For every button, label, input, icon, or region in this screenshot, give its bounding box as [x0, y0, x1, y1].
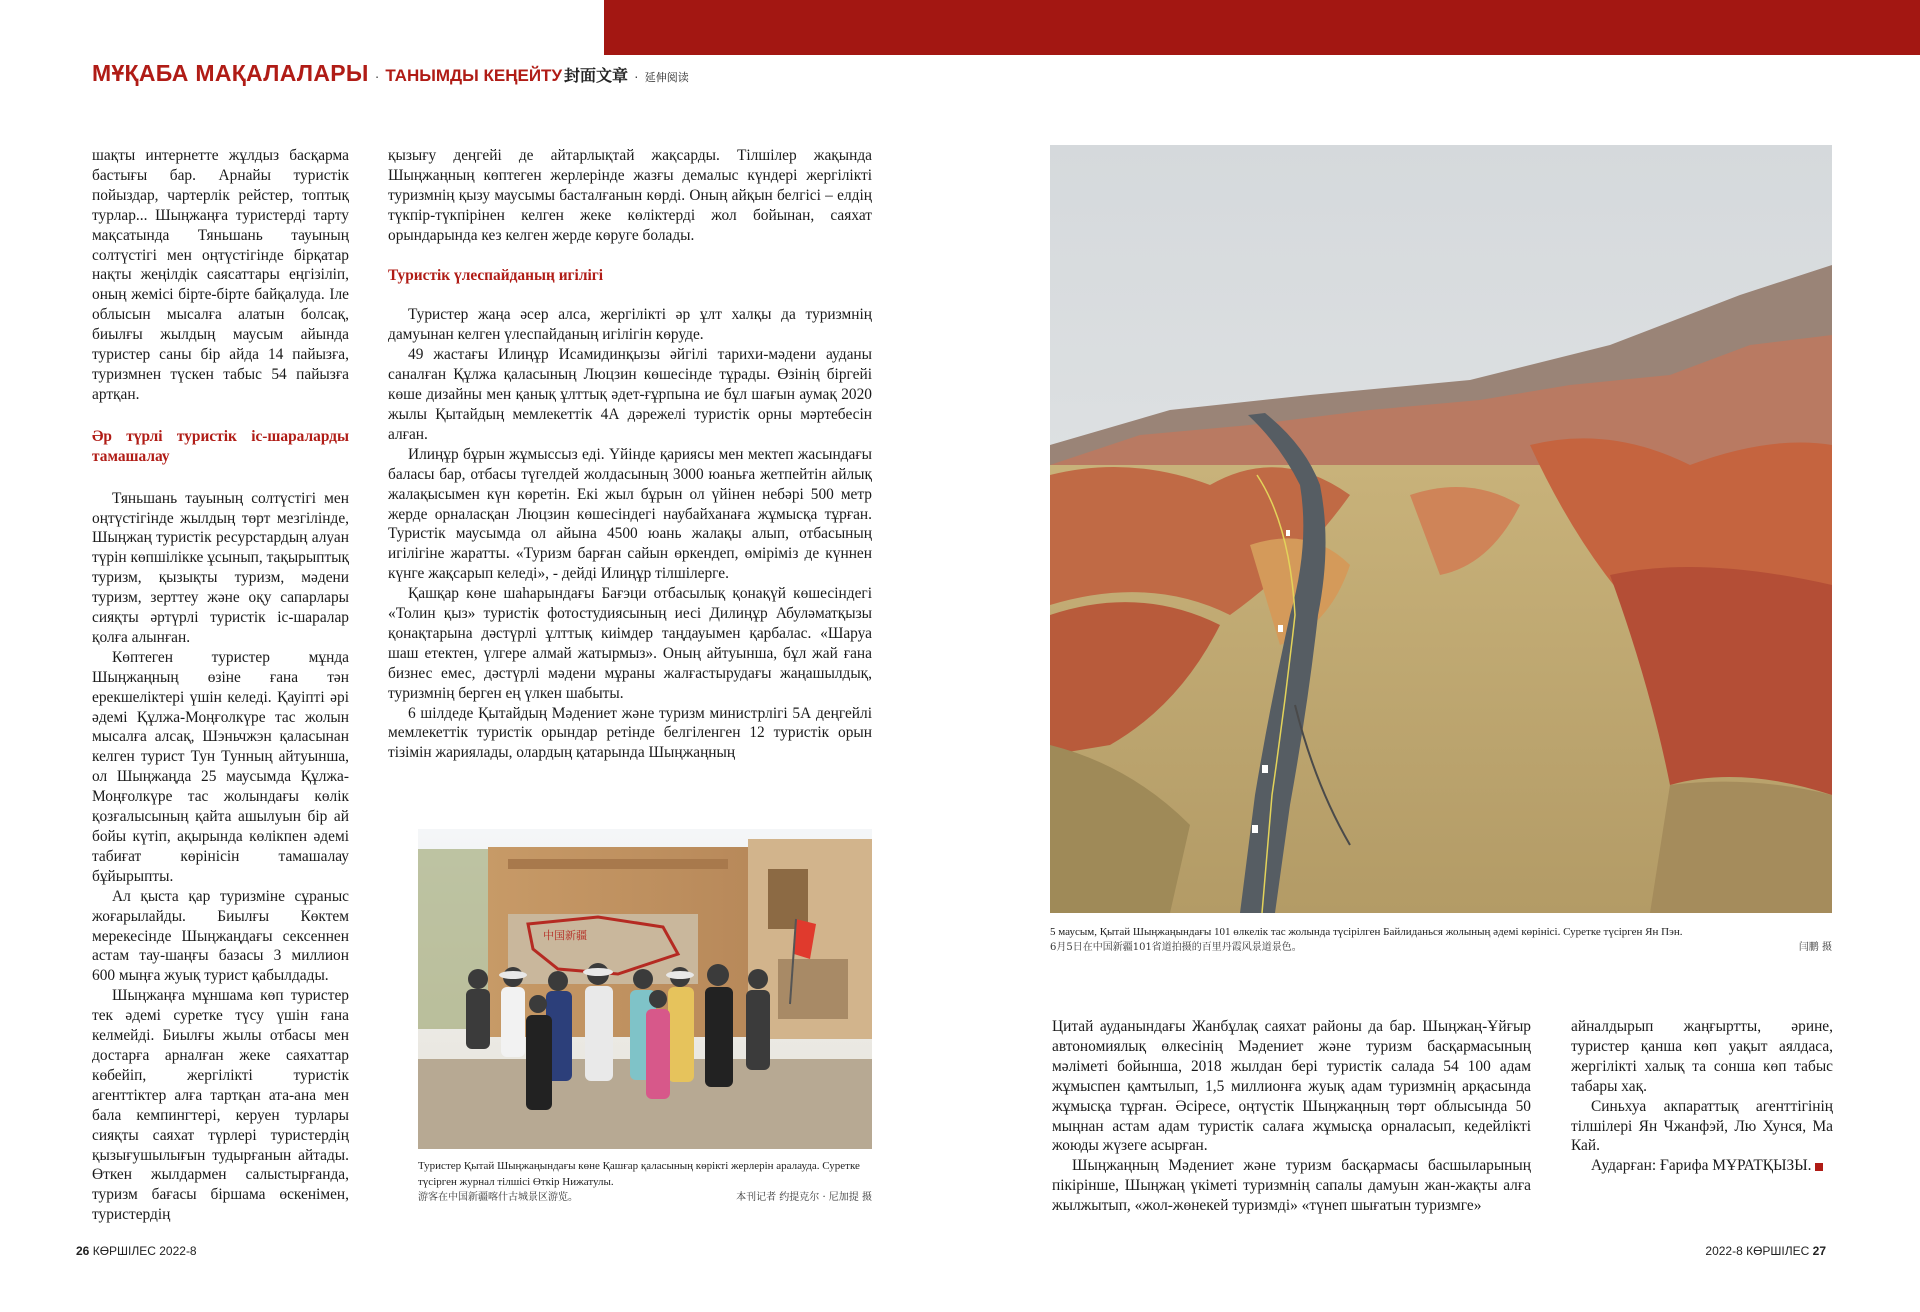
footer-left [76, 1244, 197, 1258]
photo-credit-cn: 本刊记者 约提克尔 · 尼加提 摄 [736, 1192, 872, 1203]
photo-credit-cn: 闫鹏 摄 [1798, 942, 1832, 953]
translator-text: Аударған: Ғарифа МҰРАТҚЫЗЫ. [1591, 1157, 1812, 1175]
subsection-title-cn: 延伸阅读 [644, 71, 689, 84]
header-separator-cn: · [634, 68, 639, 84]
paragraph: 6 шілдеде Қытайдың Мәдениет және туризм министрлігі 5А деңгейлі мемлекеттік туристік орындар ретінде белгіленген 12 туристік орын тізімін жариялады, олардың қатарында Шыңжаңның [388, 704, 872, 762]
article-column-4 [1571, 1017, 1833, 1176]
mountain-road-caption [1050, 924, 1832, 956]
paragraph: Шыңжаңның Мәдениет және туризм басқармасы басшыларының пікірінше, Шыңжаң үкіметі туризмнің сапалы дамуын жан-жақты алға жылжытып, «жол-жөнекей туризмді» «түнеп шығатын туризмге» [1052, 1157, 1531, 1215]
caption-cn-row [1050, 940, 1832, 956]
map-sign-text: 中国新疆 [543, 929, 587, 942]
header-separator: · [374, 68, 380, 84]
caption-cn: 6月5日在中国新疆101省道拍摄的百里丹霞风景道景色。 [1050, 942, 1302, 953]
magazine-issue-right: 2022-8 КӨРШІЛЕС [1705, 1244, 1810, 1258]
section-title-cn: 封面文章 [564, 66, 629, 85]
paragraph: Қашқар көне шаһарындағы Бағэци отбасылық қонақүй көшесіндегі «Толин қыз» туристік фотостудиясының иесі Дилиңұр Абуләматқызы қонақтарына дәстүрлі ұлттық киімдер таңдауымен қарбалас. «Шаруа шаш етектен, үлгере алмай жатырмыз». Оның айтуынша, бұл жай ғана бизнес емес, дәстүрлі мәдени мұраны жалғастырудағы жаңашылдық, туризмнің берген ең үлкен шабыты. [388, 585, 872, 702]
paragraph: айналдырып жаңғыртты, әрине, туристер қанша көп уақыт аялдаса, жергілікті халық та сонша көп табыс табары хақ. [1571, 1018, 1833, 1095]
section-header [92, 60, 689, 87]
tourists-photo [418, 829, 872, 1149]
subsection-title: ТАНЫМДЫ КЕҢЕЙТУ [385, 66, 563, 85]
top-red-bar [604, 0, 1920, 55]
section-title: МҰҚАБА МАҚАЛАЛАРЫ [92, 60, 369, 86]
tourists-photo-caption [418, 1158, 872, 1206]
page-number-left: 26 [76, 1244, 90, 1258]
article-column-3 [1052, 1017, 1531, 1216]
caption-cn: 游客在中国新疆喀什古城景区游览。 [418, 1192, 578, 1203]
article-column-1 [92, 146, 349, 1225]
mountain-road-photo [1050, 145, 1832, 913]
paragraph: Цитай ауданындағы Жанбұлақ саяхат районы да бар. Шыңжаң-Ұйғыр автономиялық өлкесінің Мәдениет және туризм басқармасының мәліметі бойынша, 2018 жылдан бері туристік салада 54 100 адам жұмыспен қамтылып, 1,5 миллионға жуық адам туризмнің арқасында жұмысқа тұрған. Әсіресе, оңтүстік Шыңжаңның төрт облысында 50 мыңнан астам адам туристік салаға жұмысқа орналасып, кедейлікті жоюды жүзеге асырған. [1052, 1018, 1531, 1155]
paragraph: Илиңұр бұрын жұмыссыз еді. Үйінде қариясы мен мектеп жасындағы баласы бар, отбасы түгелдей жолдасының 3000 юаньға жетпейтін айлық жалақысымен күн көретін. Екі жыл бұрын ол үйінен небәрі 500 метр жерде орналасқан Люцзин көшесіндегі наубайханаға жұмысқа тұрған. Туристік маусымда ол айына 4500 юань жалақы алып, отбасының игілігіне жаратты. «Туризм барған сайын өркендеп, өміріміз де күннен күнге жақсарып келеді», - дейді Илиңұр тілшілерге. [388, 445, 872, 583]
footer-right [1705, 1244, 1826, 1258]
paragraph: қызығу деңгейі де айтарлықтай жақсарды. Тілшілер жақында Шыңжаңның көптеген жерлерінде жазғы демалыс күндері жергілікті туризмнің қызу маусымы басталғанын көрді. Оның айқын белгісі – елдің түкпір-түкпірінен келген жеке көліктерді жол бойынан, саяхат орындарында кез келген жерде көруге болады. [388, 147, 872, 244]
paragraph: Синьхуа акпараттық агенттігінің тілшілері Ян Чжанфэй, Лю Хунся, Ма Кай. [1571, 1097, 1833, 1155]
paragraph: Ал қыста қар туризміне сұраныс жоғарылайды. Биылғы Көктем мерекесінде Шыңжаңдағы сексеннен астам тау-шаңғы базасы 3 миллион 600 мыңға жуық турист қабылдады. [92, 887, 349, 985]
subheading: Әр түрлі туристік іс-шараларды тамашалау [92, 427, 349, 465]
magazine-issue-left: КӨРШІЛЕС 2022-8 [92, 1244, 197, 1258]
translator-credit [1571, 1156, 1833, 1176]
caption-kz: Туристер Қытай Шыңжаңындағы көне Қашғар қаласының көрікті жерлерін аралауда. Суретке түсірген журнал тілшісі Өткір Нижатулы. [418, 1160, 860, 1188]
caption-cn-row [418, 1190, 872, 1206]
paragraph: шақты интернетте жұлдыз басқарма бастығы бар. Арнайы туристік пойыздар, чартерлік рейстер, топтық турлар... Шыңжаңға туристерді тарту мақсатында Тяньшань тауының солтүстігі мен оңтүстігінде бірқатар нақты жеңілдік саясаттары еңгізіліп, оның жемісі бірте-бірте байқалуда. Іле облысын мысалға алатын болсақ, биылғы жылдың маусым айында туристер саны бір айда 14 пайызға, туризмнен түскен табыс 54 пайызға артқан. [92, 147, 349, 403]
paragraph: Көптеген туристер мұнда Шыңжаңның өзіне ғана тән ерекшеліктері үшін келеді. Қауіпті әрі әдемі Құлжа-Моңғолкүре тас жолын мысалға алсақ, Шэньчжэн қаласынан келген турист Тун Тунның айтуынша, ол Шыңжаңда 25 маусымда Құлжа-Моңғолкүре тас жолындағы көлік қозғалысының қайта ашылуын бір ай бойы күтіп, ақырында көлікпен әдемі табиғат көрінісін тамашалау бұйырыпты. [92, 648, 349, 885]
article-column-2 [388, 146, 872, 763]
end-mark-icon [1815, 1163, 1823, 1171]
paragraph: Тяньшань тауының солтүстігі мен оңтүстігінде жылдың төрт мезгілінде, Шыңжаң туристік ресурстардың алуан түрін көпшілікке ұсынып, тақырыптық туризм, қызықты туризм, мәдени туризм, зерттеу және оқу сапарлары сияқты әртүрлі туристік іс-шаралар қолға алынған. [92, 489, 349, 646]
caption-kz: 5 маусым, Қытай Шыңжаңындағы 101 өлкелік тас жолында түсірілген Байлиданься жолының әдемі көрінісі. Суретке түсірген Ян Пэн. [1050, 926, 1683, 938]
subheading: Туристік үлеспайданың игілігі [388, 266, 604, 284]
paragraph: Шыңжаңға мұншама көп туристер тек әдемі суретке түсу үшін ғана келмейді. Биылғы жылы отбасы мен достарға арналған жеке саяхаттар көбейіп, жергілікті туристік агенттіктер алға тартқан ата-ана мен бала кемпингтері, керуен турлары сияқты саяхат түрлері туристердің қызығушылығын тудырғанын айтады. Өткен жылдармен салыстырғанда, туризм бағасы біршама өскенімен, туристердің [92, 987, 349, 1224]
paragraph: 49 жастағы Илиңұр Исамидинқызы әйгілі тарихи-мәдени ауданы саналған Құлжа қаласының Люцзин көшесінде тұрады. Өзінің біргейі көше дизайны мен қанық ұлттық әдет-ғұрпына ие бұл шағын аумақ 2020 жылы Қытайдың мемлекеттік 4А дәрежелі туристік орны мәртебесін алған. [388, 346, 872, 443]
paragraph: Туристер жаңа әсер алса, жергілікті әр ұлт халқы да туризмнің дамуынан келген үлеспайданың игілігін көруде. [388, 306, 872, 344]
page-number-right: 27 [1812, 1244, 1826, 1258]
